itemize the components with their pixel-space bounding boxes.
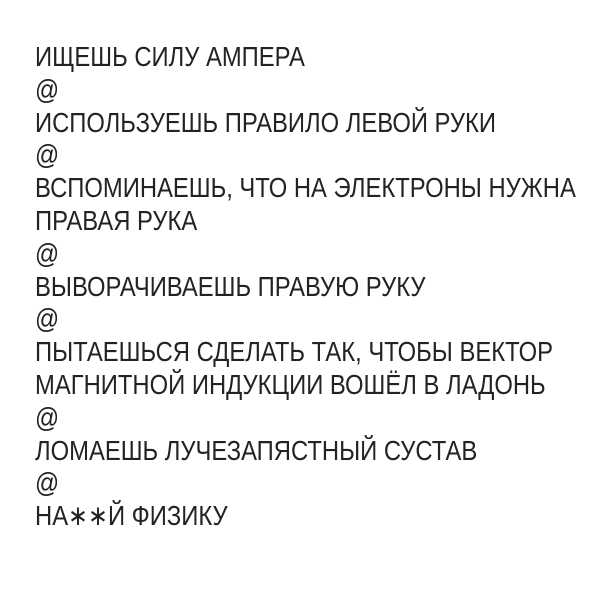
- at-separator: @: [35, 237, 60, 269]
- meme-text-line: НА∗∗Й ФИЗИКУ: [35, 500, 228, 532]
- at-separator: @: [35, 467, 60, 499]
- meme-text-line: ПРАВАЯ РУКА: [35, 204, 198, 236]
- meme-text-line: МАГНИТНОЙ ИНДУКЦИИ ВОШЁЛ В ЛАДОНЬ: [35, 368, 546, 400]
- at-separator: @: [35, 73, 60, 105]
- meme-text-line: ВЫВОРАЧИВАЕШЬ ПРАВУЮ РУКУ: [35, 270, 426, 302]
- at-separator: @: [35, 401, 60, 433]
- meme-text-block: [35, 41, 604, 533]
- meme-text-line: ЛОМАЕШЬ ЛУЧЕЗАПЯСТНЫЙ СУСТАВ: [35, 434, 478, 466]
- at-separator: @: [35, 303, 60, 335]
- meme-text-line: ИСПОЛЬЗУЕШЬ ПРАВИЛО ЛЕВОЙ РУКИ: [35, 106, 497, 138]
- at-separator: @: [35, 139, 60, 171]
- meme-text-line: ИЩЕШЬ СИЛУ АМПЕРА: [35, 41, 305, 72]
- meme-text-line: ПЫТАЕШЬСЯ СДЕЛАТЬ ТАК, ЧТОБЫ ВЕКТОР: [35, 336, 553, 368]
- meme-text-line: ВСПОМИНАЕШЬ, ЧТО НА ЭЛЕКТРОНЫ НУЖНА: [35, 172, 576, 204]
